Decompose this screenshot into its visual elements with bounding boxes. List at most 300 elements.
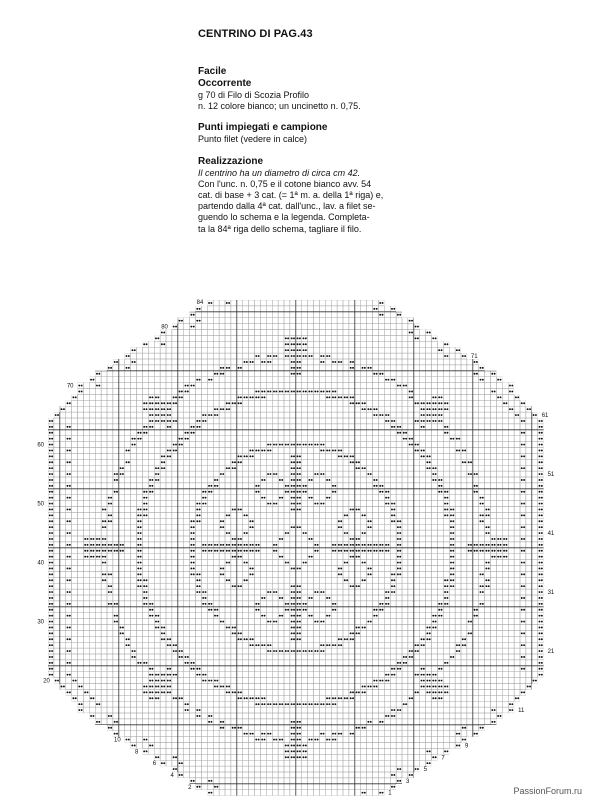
grid-cell: [196, 654, 202, 660]
grid-cell: [384, 613, 390, 619]
grid-cell: [148, 571, 154, 577]
grid-cell: [390, 536, 396, 542]
grid-cell: [461, 406, 467, 412]
grid-cell: [526, 672, 532, 678]
grid-cell: [373, 642, 379, 648]
grid-cell: [455, 571, 461, 577]
grid-cell: [367, 495, 373, 501]
grid-cell: [308, 424, 314, 430]
grid-cell: [184, 353, 190, 359]
grid-cell: [526, 424, 532, 430]
grid-cell: [72, 684, 78, 690]
grid-cell: [373, 424, 379, 430]
grid-cell: [154, 436, 160, 442]
grid-cell: [408, 542, 414, 548]
grid-cell: [190, 654, 196, 660]
grid-cell: [184, 589, 190, 595]
grid-cell: [343, 442, 349, 448]
grid-cell: [243, 495, 249, 501]
grid-cell: [302, 507, 308, 513]
grid-cell: [290, 394, 296, 400]
grid-cell: [420, 583, 426, 589]
grid-cell: [113, 678, 119, 684]
grid-cell: [231, 335, 237, 341]
grid-cell: [502, 465, 508, 471]
grid-cell: [107, 642, 113, 648]
grid-cell: [491, 495, 497, 501]
grid-cell: [160, 595, 166, 601]
grid-cell: [361, 642, 367, 648]
grid-cell: [367, 678, 373, 684]
grid-cell: [467, 512, 473, 518]
grid-cell: [461, 418, 467, 424]
grid-cell: [349, 465, 355, 471]
grid-cell: [325, 341, 331, 347]
grid-cell: [331, 412, 337, 418]
grid-cell: [60, 625, 66, 631]
grid-cell: [266, 383, 272, 389]
grid-cell: [184, 678, 190, 684]
grid-cell: [125, 383, 131, 389]
grid-cell: [207, 453, 213, 459]
grid-cell: [125, 377, 131, 383]
grid-cell: [237, 566, 243, 572]
grid-cell: [319, 436, 325, 442]
grid-cell: [373, 400, 379, 406]
grid-cell: [201, 465, 207, 471]
grid-cell: [66, 418, 72, 424]
grid-cell: [467, 648, 473, 654]
grid-cell: [502, 383, 508, 389]
grid-cell: [148, 495, 154, 501]
grid-cell: [420, 571, 426, 577]
grid-cell: [414, 501, 420, 507]
grid-cell: [148, 459, 154, 465]
grid-cell: [337, 536, 343, 542]
grid-cell: [255, 442, 261, 448]
grid-cell: [219, 330, 225, 336]
grid-cell: [213, 595, 219, 601]
grid-cell: [349, 560, 355, 566]
grid-cell: [467, 589, 473, 595]
grid-cell: [414, 489, 420, 495]
grid-cell: [142, 359, 148, 365]
grid-cell: [207, 347, 213, 353]
grid-cell: [355, 353, 361, 359]
grid-cell: [78, 489, 84, 495]
grid-cell: [237, 312, 243, 318]
grid-cell: [514, 436, 520, 442]
grid-cell: [461, 383, 467, 389]
grid-cell: [219, 489, 225, 495]
grid-cell: [361, 648, 367, 654]
grid-cell: [384, 566, 390, 572]
grid-cell: [331, 300, 337, 306]
grid-cell: [378, 318, 384, 324]
grid-cell: [467, 453, 473, 459]
grid-cell: [455, 613, 461, 619]
grid-cell: [231, 666, 237, 672]
grid-cell: [284, 678, 290, 684]
grid-cell: [272, 365, 278, 371]
grid-cell: [225, 483, 231, 489]
grid-cell: [154, 442, 160, 448]
grid-cell: [260, 412, 266, 418]
grid-cell: [107, 660, 113, 666]
grid-cell: [255, 371, 261, 377]
grid-cell: [72, 512, 78, 518]
grid-cell: [390, 471, 396, 477]
grid-cell: [213, 471, 219, 477]
grid-cell: [402, 542, 408, 548]
grid-cell: [190, 353, 196, 359]
grid-cell: [172, 660, 178, 666]
grid-cell: [172, 571, 178, 577]
grid-cell: [196, 359, 202, 365]
grid-cell: [125, 560, 131, 566]
grid-cell: [520, 436, 526, 442]
grid-cell: [160, 589, 166, 595]
grid-cell: [278, 601, 284, 607]
grid-cell: [107, 648, 113, 654]
grid-cell: [455, 625, 461, 631]
grid-cell: [113, 554, 119, 560]
grid-cell: [426, 347, 432, 353]
grid-cell: [131, 666, 137, 672]
grid-cell: [243, 365, 249, 371]
grid-cell: [83, 389, 89, 395]
grid-cell: [308, 306, 314, 312]
grid-cell: [243, 524, 249, 530]
grid-cell: [172, 524, 178, 530]
grid-cell: [373, 666, 379, 672]
grid-cell: [337, 306, 343, 312]
grid-cell: [184, 465, 190, 471]
grid-cell: [284, 436, 290, 442]
grid-cell: [437, 512, 443, 518]
grid-cell: [219, 625, 225, 631]
grid-cell: [467, 678, 473, 684]
grid-cell: [414, 566, 420, 572]
grid-cell: [302, 418, 308, 424]
grid-cell: [373, 389, 379, 395]
grid-cell: [78, 512, 84, 518]
grid-cell: [272, 459, 278, 465]
grid-cell: [154, 636, 160, 642]
grid-cell: [60, 630, 66, 636]
grid-cell: [296, 436, 302, 442]
grid-cell: [137, 672, 143, 678]
grid-cell: [190, 684, 196, 690]
grid-cell: [455, 636, 461, 642]
grid-cell: [367, 554, 373, 560]
grid-cell: [54, 648, 60, 654]
grid-cell: [184, 394, 190, 400]
grid-cell: [467, 654, 473, 660]
grid-cell: [148, 518, 154, 524]
grid-cell: [266, 625, 272, 631]
grid-cell: [449, 471, 455, 477]
grid-cell: [89, 625, 95, 631]
grid-cell: [66, 512, 72, 518]
grid-cell: [455, 418, 461, 424]
grid-cell: [473, 418, 479, 424]
grid-cell: [213, 312, 219, 318]
grid-cell: [255, 495, 261, 501]
grid-cell: [343, 648, 349, 654]
grid-cell: [390, 601, 396, 607]
grid-cell: [402, 412, 408, 418]
grid-cell: [373, 471, 379, 477]
grid-cell: [219, 448, 225, 454]
grid-cell: [426, 660, 432, 666]
grid-cell: [414, 365, 420, 371]
grid-cell: [526, 660, 532, 666]
grid-cell: [72, 595, 78, 601]
grid-cell: [290, 577, 296, 583]
grid-cell: [402, 406, 408, 412]
grid-cell: [142, 672, 148, 678]
grid-cell: [302, 359, 308, 365]
grid-cell: [402, 442, 408, 448]
grid-cell: [526, 418, 532, 424]
grid-cell: [137, 619, 143, 625]
grid-cell: [337, 442, 343, 448]
grid-cell: [396, 648, 402, 654]
grid-cell: [290, 436, 296, 442]
grid-cell: [255, 678, 261, 684]
grid-cell: [496, 571, 502, 577]
grid-cell: [196, 636, 202, 642]
grid-cell: [154, 601, 160, 607]
grid-cell: [154, 666, 160, 672]
grid-cell: [479, 442, 485, 448]
grid-cell: [337, 589, 343, 595]
grid-cell: [101, 636, 107, 642]
grid-cell: [78, 636, 84, 642]
grid-cell: [473, 518, 479, 524]
grid-cell: [266, 330, 272, 336]
grid-cell: [308, 448, 314, 454]
grid-cell: [160, 583, 166, 589]
grid-cell: [426, 642, 432, 648]
grid-cell: [101, 672, 107, 678]
grid-cell: [337, 418, 343, 424]
grid-cell: [190, 583, 196, 589]
grid-cell: [213, 536, 219, 542]
grid-cell: [479, 630, 485, 636]
grid-cell: [190, 377, 196, 383]
grid-cell: [113, 560, 119, 566]
grid-cell: [349, 318, 355, 324]
grid-cell: [485, 377, 491, 383]
grid-cell: [237, 347, 243, 353]
grid-cell: [319, 601, 325, 607]
grid-cell: [485, 630, 491, 636]
grid-cell: [343, 430, 349, 436]
grid-cell: [349, 613, 355, 619]
grid-cell: [213, 318, 219, 324]
grid-cell: [255, 324, 261, 330]
grid-cell: [137, 613, 143, 619]
grid-cell: [367, 501, 373, 507]
grid-cell: [414, 613, 420, 619]
grid-cell: [119, 678, 125, 684]
grid-cell: [319, 406, 325, 412]
grid-cell: [496, 383, 502, 389]
grid-cell: [213, 512, 219, 518]
grid-cell: [526, 560, 532, 566]
grid-cell: [225, 318, 231, 324]
grid-cell: [349, 300, 355, 306]
grid-cell: [526, 601, 532, 607]
grid-cell: [178, 471, 184, 477]
grid-cell: [349, 530, 355, 536]
grid-cell: [196, 312, 202, 318]
grid-cell: [343, 436, 349, 442]
grid-cell: [461, 577, 467, 583]
grid-cell: [432, 383, 438, 389]
grid-cell: [284, 324, 290, 330]
grid-cell: [196, 430, 202, 436]
grid-cell: [78, 678, 84, 684]
grid-cell: [284, 595, 290, 601]
grid-cell: [308, 678, 314, 684]
grid-cell: [107, 507, 113, 513]
grid-cell: [172, 684, 178, 690]
grid-cell: [54, 642, 60, 648]
grid-cell: [319, 577, 325, 583]
grid-cell: [331, 341, 337, 347]
grid-cell: [337, 477, 343, 483]
grid-cell: [101, 489, 107, 495]
grid-cell: [66, 524, 72, 530]
grid-cell: [373, 442, 379, 448]
grid-cell: [396, 324, 402, 330]
grid-cell: [225, 501, 231, 507]
grid-cell: [54, 501, 60, 507]
grid-cell: [373, 536, 379, 542]
grid-cell: [355, 359, 361, 365]
grid-cell: [343, 418, 349, 424]
grid-cell: [491, 477, 497, 483]
grid-cell: [137, 489, 143, 495]
grid-cell: [367, 353, 373, 359]
grid-cell: [166, 648, 172, 654]
grid-cell: [485, 660, 491, 666]
grid-cell: [125, 672, 131, 678]
grid-cell: [373, 595, 379, 601]
grid-cell: [142, 530, 148, 536]
grid-cell: [249, 406, 255, 412]
grid-cell: [408, 571, 414, 577]
grid-cell: [378, 536, 384, 542]
grid-cell: [290, 660, 296, 666]
grid-cell: [83, 477, 89, 483]
grid-cell: [314, 365, 320, 371]
grid-cell: [349, 471, 355, 477]
grid-cell: [443, 359, 449, 365]
grid-cell: [89, 630, 95, 636]
grid-cell: [520, 507, 526, 513]
grid-cell: [255, 365, 261, 371]
grid-cell: [532, 530, 538, 536]
grid-cell: [331, 495, 337, 501]
grid-cell: [296, 571, 302, 577]
grid-cell: [479, 400, 485, 406]
grid-cell: [201, 607, 207, 613]
grid-cell: [54, 548, 60, 554]
grid-cell: [101, 607, 107, 613]
grid-cell: [461, 512, 467, 518]
grid-cell: [496, 424, 502, 430]
grid-cell: [243, 330, 249, 336]
grid-cell: [119, 654, 125, 660]
grid-cell: [231, 383, 237, 389]
grid-cell: [243, 536, 249, 542]
grid-cell: [260, 654, 266, 660]
grid-cell: [243, 489, 249, 495]
grid-cell: [95, 648, 101, 654]
grid-cell: [384, 471, 390, 477]
grid-cell: [437, 660, 443, 666]
grid-cell: [243, 589, 249, 595]
grid-cell: [249, 495, 255, 501]
grid-cell: [349, 495, 355, 501]
grid-cell: [514, 542, 520, 548]
grid-cell: [502, 625, 508, 631]
grid-cell: [331, 660, 337, 666]
grid-cell: [414, 560, 420, 566]
grid-cell: [491, 383, 497, 389]
grid-cell: [207, 383, 213, 389]
grid-cell: [361, 524, 367, 530]
grid-cell: [89, 389, 95, 395]
grid-cell: [278, 678, 284, 684]
grid-cell: [432, 459, 438, 465]
grid-cell: [119, 512, 125, 518]
grid-cell: [455, 619, 461, 625]
page-title: CENTRINO DI PAG.43: [198, 28, 313, 40]
grid-cell: [408, 400, 414, 406]
grid-cell: [260, 660, 266, 666]
grid-cell: [455, 424, 461, 430]
grid-cell: [231, 347, 237, 353]
grid-cell: [496, 448, 502, 454]
grid-cell: [60, 560, 66, 566]
grid-cell: [443, 412, 449, 418]
grid-cell: [154, 566, 160, 572]
grid-cell: [119, 453, 125, 459]
grid-cell: [255, 636, 261, 642]
grid-cell: [343, 654, 349, 660]
grid-cell: [125, 436, 131, 442]
grid-cell: [319, 660, 325, 666]
grid-cell: [314, 341, 320, 347]
grid-cell: [437, 642, 443, 648]
grid-cell: [349, 306, 355, 312]
grid-cell: [83, 630, 89, 636]
grid-cell: [260, 636, 266, 642]
grid-cell: [166, 548, 172, 554]
grid-cell: [237, 613, 243, 619]
grid-cell: [148, 453, 154, 459]
grid-cell: [172, 512, 178, 518]
grid-cell: [78, 436, 84, 442]
grid-cell: [355, 501, 361, 507]
grid-cell: [532, 448, 538, 454]
grid-cell: [255, 501, 261, 507]
